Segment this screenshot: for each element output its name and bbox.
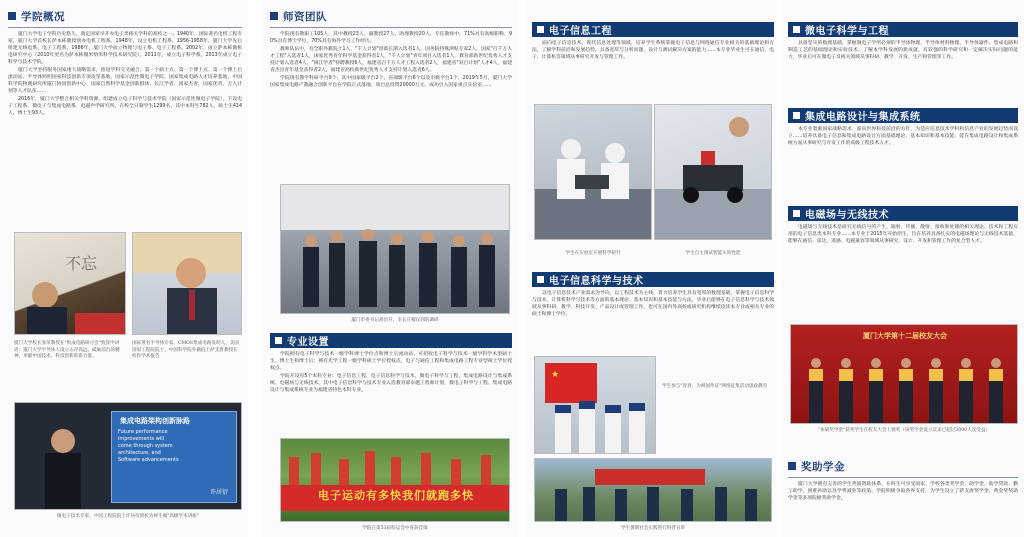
photo-city-officials-visit [280,184,510,314]
square-bullet-icon [275,337,282,344]
portrait-illustration [133,233,242,335]
portrait-illustration [15,233,126,335]
photo-scholarship-ceremony [790,324,1018,424]
caption-smart-car: 学生自主调试智能车的性能 [685,251,741,256]
band-title-ic-design: 集成电路设计与集成系统 [805,112,921,123]
caption-sports-meet: 学院在第53届校运会中喜获佳绩 [362,526,428,531]
band-em-wireless [788,206,1018,221]
section-header-faculty [270,8,512,24]
sports-banner-text: 电子运动有多快我们就跑多快 [318,489,474,502]
photo-flag-students [534,356,656,454]
screen-line: Software advancements [118,457,179,463]
band-electronic-info-sci [532,272,774,287]
practice-illustration [535,459,772,522]
programs-paragraph-1: 学院拥有电子科学与技术一级学科博士学位点和博士后流动站，可招收电子科学与技术一级学科学术型硕士生、博士生和博士后；拥有光学工程一级学科硕士学位授权点，电子与通信工程和集成电路工程专业型硕士学位授权点。 [270,352,512,371]
screen-line: come through system [118,443,173,449]
screen-line: improvements will [118,436,165,442]
eis-paragraph: 以电子信息技术产业需求为导向，以工程技术为主线，着力培养学生具有宽厚的数理基础，掌握电子信息科学与技术、计算机科学与技术等方面的基本理论、基本知识和基本技能与方法，毕业后能够在电子信息科学与技术领域从事科研、教学、科技开发、产品设计或管理工作，也可在国内外高校或研究机构继续攻读本专业或相关专业的硕士和博士学位。 [532,291,774,317]
band-electronic-info-eng [532,22,774,37]
em-paragraph: 电磁场与无线技术是研究无线信号的产生、辐射、传播、散射、接收和处理的相关理论、技术和工程应用的电子信息类本科专业……本专业于2015年开始招生，旨在培养具备扎实的电磁场理论与无线技术基础，能够在通信、雷达、遥感、电磁兼容等领域从事研究、设计、开发和管理工作的复合型人才。 [788,225,1018,244]
screen-title: 集成电路架构创新脉路 [120,417,190,425]
section-title-faculty: 师资团队 [283,10,327,23]
photo-lab-research [534,104,652,240]
presentation-screen [111,411,237,503]
ceremony-banner-text: 厦门大学第十二届校友大会 [863,332,947,340]
faculty-paragraph-3: 学院现有教学科研平台9个，其中国家级平台2个，省部级平台6个以及市级平台1个，2019年5月，厦门大学国家集成电路产教融合创新平台在学院正式落地，项目总投资20000万元，成功引入国家重点实验室…… [270,76,512,88]
faculty-paragraph-1: 学院现有教职工105人，其中教授23人、副教授27人、助理教授20人，专任教师中，71%具有高级职称，90%具有博士学位，70%具有海外学习工作经历。 [270,32,512,44]
column-programs [526,0,776,537]
photo-academic-lecture [14,402,242,510]
photo-smart-car [654,104,772,240]
eie-paragraph: 面向电子信息技术、现代信息处理等领域，培养学生系统掌握电子信息与网络通信专业相关的基础理论和方法，了解学科前沿和发展趋势，具备宽厚与分析问题、设计与测试解决方案的能力……本专业毕业生可在通信、电子、计算机等领域从事研究开发与管理工作。 [532,41,774,60]
square-bullet-icon [793,26,800,33]
band-title-electronic-info-sci: 电子信息科学与技术 [549,276,644,287]
square-bullet-icon [537,26,544,33]
lab-illustration [535,105,652,240]
overview-paragraph-1: 厦门大学电子学科历史悠久，奠定国家早开办电子类相关学科的高校之一。1940年，国际著名电机工程专家，厦门大学首校长萨本栋教授创办电机工程系。1948年，设立电机工程系。1956-1958年，厦门大学先后组建无线电系、电子工程系。1986年，厦门大学成立物理与电子系、电子工程系。2002年，成立萨本栋微机电研究中心（2010年更名为萨本栋微米纳米科学技术研究院）。2011年，成立电子科学系，2013年成立电子科学与技术学院。 [8,32,242,65]
band-programs [270,333,512,348]
section-header-scholarship [788,458,1018,474]
band-ic-design [788,108,1018,123]
square-bullet-icon [270,12,278,20]
band-title-programs: 专业设置 [287,337,329,348]
svg-text:不忘: 不忘 [65,254,98,273]
square-bullet-icon [793,210,800,217]
band-microelectronics [788,22,1018,37]
photo-lecturer-calligraphy [14,232,126,335]
caption-scholarship-ceremony: "本硕奖学金"获奖学生在校友大会上颁奖（该奖学金设立以来已超过2000人次受益） [817,428,991,433]
screen-line: Future performance [118,429,168,435]
faculty-paragraph-2: 教师队伍中，有全职外籍院士1人，"千人计划"创新长期入选者1人，国务院特殊津贴专家2人，国家"百千万人才工程"入选者1人，国家优秀青年科学基金获得者1人，"千人计划"青年项目入选者1人，教育部新世纪优秀人才支持计划入选者4人，"闽江学者"特聘教授6人，福建省百千万人才工程入选者2人，福建省"双百计划"人才4人，福建省杰出青年基金获得者2人，福建省高校新世纪优秀人才支持计划入选者6人。 [270,47,512,73]
divider [8,27,242,28]
caption-officials-visit: 厦门市委书记胡昌升、市长庄稼汉到院调研 [351,318,439,323]
caption-flag-activity: 学生参与"青春，为祖国作证"网络征集活动思政教育 [662,384,768,389]
robot-car-illustration [655,105,772,240]
divider [270,27,512,28]
column-faculty [262,0,518,537]
band-title-em-wireless: 电磁场与无线技术 [805,210,889,221]
group-illustration [281,185,510,314]
square-bullet-icon [537,276,544,283]
band-title-electronic-info-eng: 电子信息工程 [549,26,612,37]
square-bullet-icon [8,12,16,20]
ic-paragraph: 本专业着眼国家战略需求，面向世界科技前沿的方针，为适应信息技术学科和信息产业的发展趋势而设立……培养具备电子信息和集成电路设计方面基础理论、基本知识和基本技能，能在集成电路设计和集成系统方面从事研究与开发工作的高级工程技术人才。 [788,127,1018,146]
programs-paragraph-2: 学院开设有5个本科专业：电子信息工程、电子信息科学与技术、微电子科学与工程、集成电路设计与集成系统、电磁场与无线技术，其中电子信息科学与技术专业入选教育部卓越工程师计划，微电子科学与工程、集成电路设计与集成系统专业为福建省特色本科专业。 [270,374,512,393]
caption-lab-research: 学生在实验室开展科学研究 [565,251,621,256]
divider [788,477,1018,478]
section-title-overview: 学院概况 [21,10,65,23]
photo-social-practice [534,458,772,522]
crowd-illustration [281,439,510,522]
svg-text:★: ★ [551,370,560,380]
column-college-overview [0,0,248,537]
photo-sports-meet [280,438,510,522]
overview-paragraph-2: 厦门大学坚持服务国家重大战略需求，推进学科交叉融合。第一个硕士点、第一个博士点、第一个博士后流动站、半导体照明国家科技创新专项攻坚基地、国家示范性微电子学院、国家集成电路人才培养基地、中国科学院物理研究所厦门协同创新中心、国家自然科学基金创新群体、长江学者、国家杰青、国家优青、万人计划等人才队伍…… [8,68,242,94]
column-majors [782,0,1024,537]
caption-sah-lecture: 国际著名半导体专家、CMOS集成电路发明人、美国国家工程院院士、中国科学院外籍院士萨支唐教授在校作学术报告 [132,341,240,359]
screen-line: architecture, and [118,450,161,456]
photo-professor-portrait [132,232,242,335]
overview-paragraph-3: 2016年，厦门大学整合相关学科资源，组建成立电子科学与技术学院（国家示范性微电子学院），下设电子工程系、微电子与集成电路系、电磁声学研究所。在校全日制学生1299名，其中本科生782人，硕士生414人，博士生93人。 [8,97,242,116]
caption-academician-lecture: 微电子技术专家、中国工程院院士许居衍到校为师生做"高级学术讲座" [56,514,200,519]
caption-social-practice-visible: 学生暑期社会实践进行科普宣讲 [620,526,686,531]
section-header-overview [8,8,242,24]
band-title-microelectronics: 微电子科学与工程 [805,26,889,37]
speaker-illustration [15,403,111,510]
micro-paragraph: 具备坚实的数理基础，掌握微电子学所必须的半导体物理、半导体材料物理、半导体器件、集成电路和制造工艺的基础理论和实验技术，了解本学科发展的新成就，有较强的科学研究和一定解决实际问题的能力，毕业后可在微电子及相关领域从事科研、教学、开发、生产和管理等工作。 [788,41,1018,60]
flag-illustration [535,357,656,454]
square-bullet-icon [793,112,800,119]
screen-speaker-name: 许居衍 [209,489,228,496]
scholarship-paragraph: 厦门大学拥有完善的学生奖励资助体系，在校生可享受国家、学校各类奖学金、助学金、助学贷款、勤工助学、困难补助以及学费减免等政策。学院积极争取各界支持，为学生设立了萨支唐奖学金、黄金奖奖助学金等多项院级奖助学金。 [788,482,1018,501]
square-bullet-icon [788,462,796,470]
section-title-scholarship: 奖助学金 [801,460,845,473]
caption-president-speech: 厦门大学校长张荣教授在"集成电路研讨会"致辞中讲话：厦门大学半导体人设立志存高远，砥砺前行的精神，奉献中国技术、科技创新的新力量。 [14,341,120,359]
